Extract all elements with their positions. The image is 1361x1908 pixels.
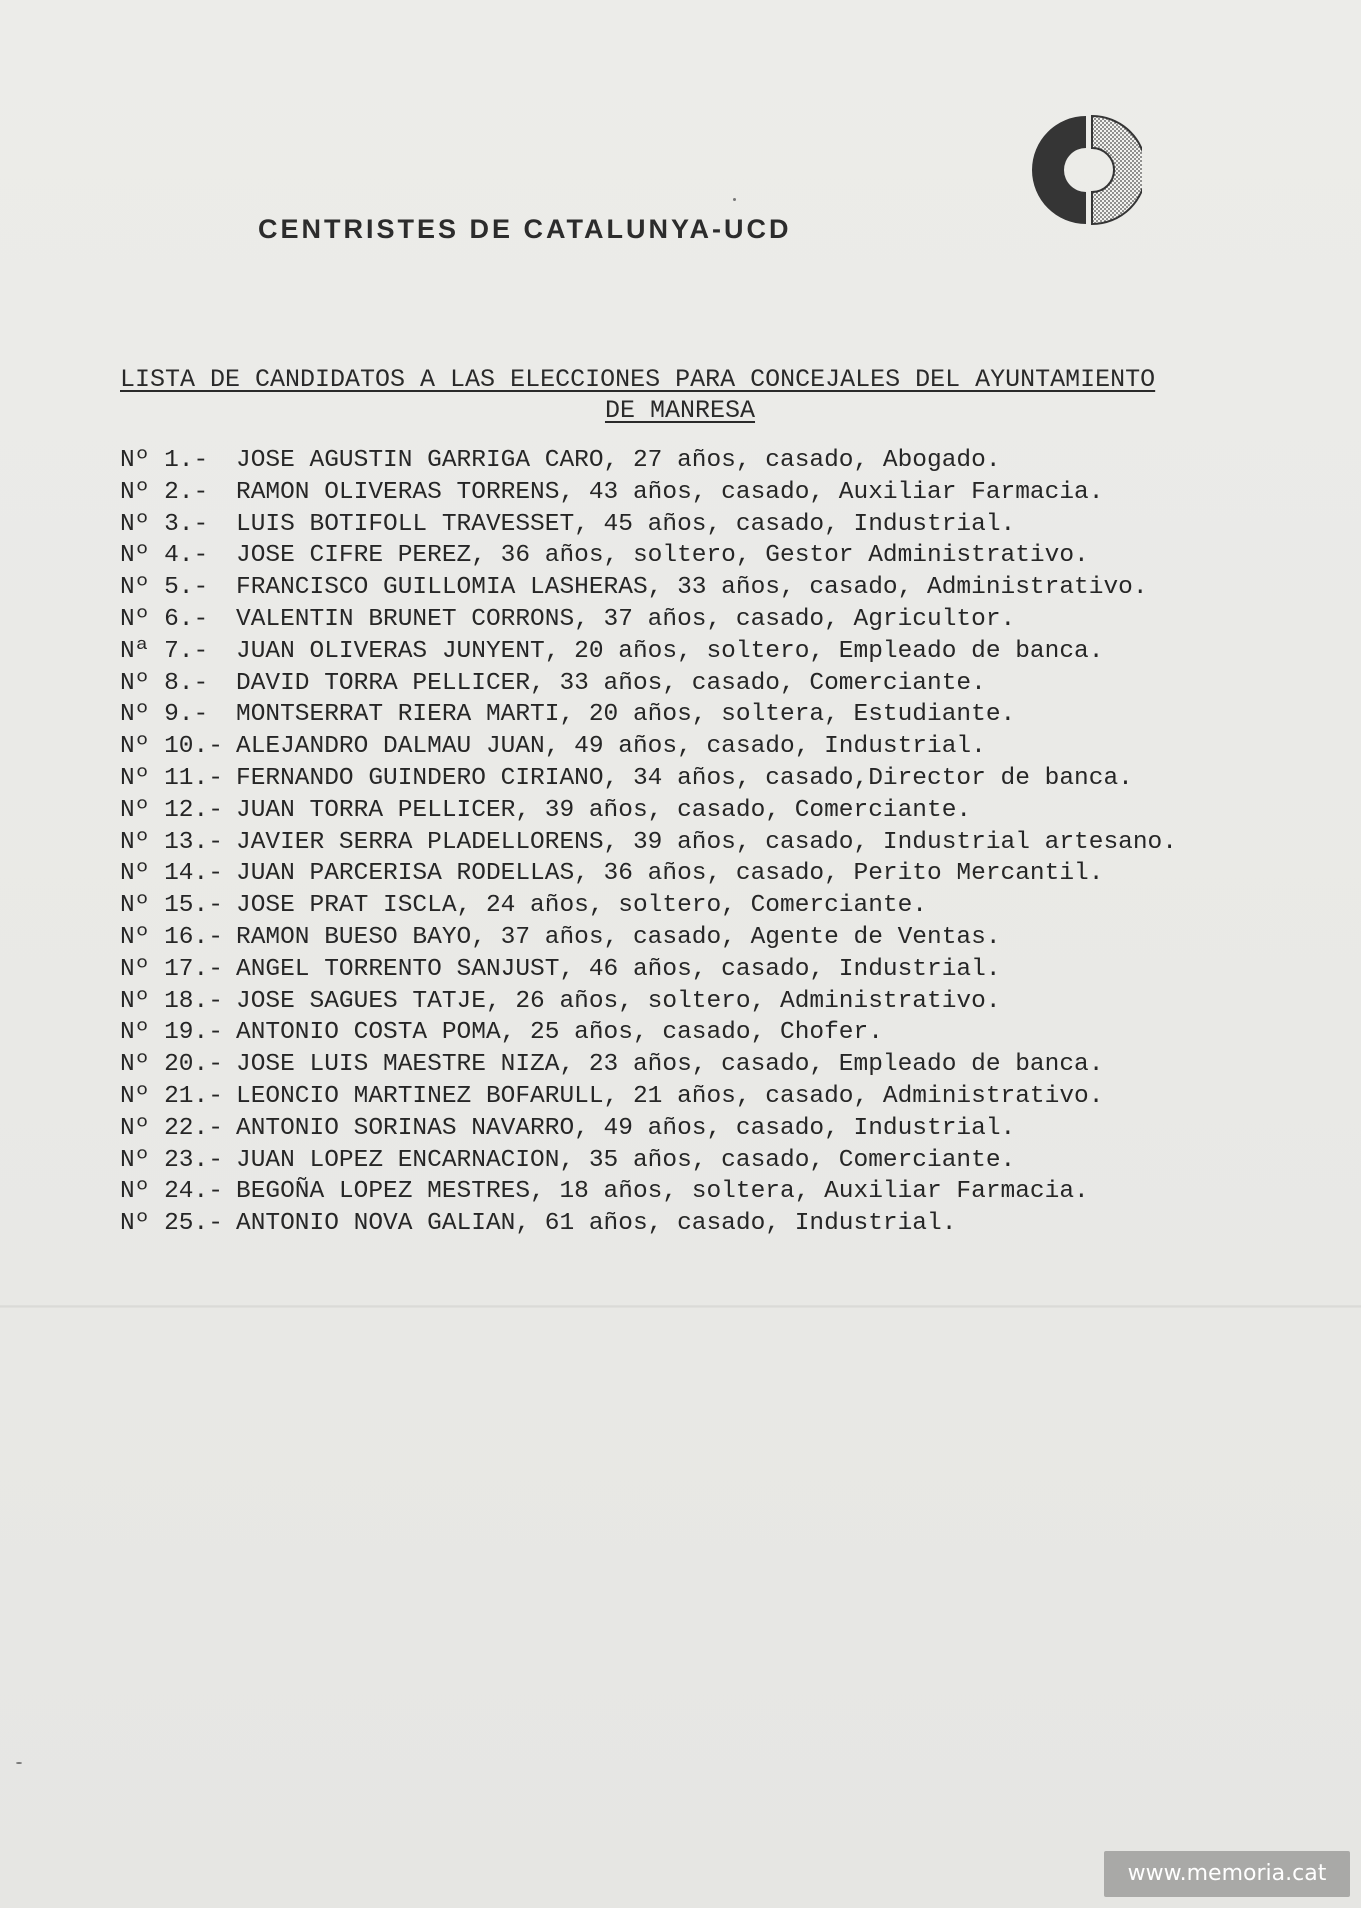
candidate-number: Nº 1.- (120, 447, 209, 474)
candidate-number: Nº 4.- (120, 542, 209, 570)
list-item (120, 890, 1177, 922)
list-item (120, 1081, 1177, 1113)
ink-speck (16, 1762, 22, 1764)
organization-title: CENTRISTES DE CATALUNYA-UCD (258, 214, 792, 244)
list-heading (120, 364, 1270, 426)
candidate-number: Nº 8.- (120, 669, 209, 697)
candidate-details: RAMON BUESO BAYO, 37 años, casado, Agente de Ventas. (236, 923, 1001, 951)
candidate-details: JOSE CIFRE PEREZ, 36 años, soltero, Gestor Administrativo. (236, 542, 1089, 570)
candidate-number: Nº 25.- (120, 1210, 223, 1238)
candidate-details: MONTSERRAT RIERA MARTI, 20 años, soltera, Estudiante. (236, 701, 1016, 729)
ucd-logo-icon (1030, 114, 1142, 226)
heading-line-2: DE MANRESA (604, 396, 756, 425)
ink-speck (733, 198, 736, 201)
candidate-details: LEONCIO MARTINEZ BOFARULL, 21 años, casado, Administrativo. (236, 1082, 1104, 1110)
list-item (120, 827, 1177, 859)
paper-fold-line (0, 1305, 1361, 1308)
candidate-number: Nº 15.- (120, 892, 223, 920)
candidate-details: JUAN PARCERISA RODELLAS, 36 años, casado, Perito Mercantil. (236, 860, 1104, 888)
candidate-number: Nº 10.- (120, 733, 223, 761)
candidate-number: Nº 2.- (120, 478, 209, 506)
candidate-details: ANTONIO SORINAS NAVARRO, 49 años, casado, Industrial. (236, 1114, 1016, 1142)
list-item (120, 922, 1177, 954)
candidate-details: ANTONIO COSTA POMA, 25 años, casado, Chofer. (236, 1019, 883, 1047)
candidate-details: RAMON OLIVERAS TORRENS, 43 años, casado, Auxiliar Farmacia. (236, 478, 1104, 506)
list-item (120, 795, 1177, 827)
list-item (120, 1208, 1177, 1240)
candidate-number: Nº 22.- (120, 1114, 223, 1142)
candidate-number: Nª 7.- (120, 637, 209, 665)
list-item (120, 509, 1177, 541)
list-item (120, 763, 1177, 795)
list-item (120, 572, 1177, 604)
list-item (120, 477, 1177, 509)
candidate-number: Nº 6.- (120, 605, 209, 633)
candidate-details: VALENTIN BRUNET CORRONS, 37 años, casado, Agricultor. (236, 605, 1016, 633)
list-item (120, 1145, 1177, 1177)
candidate-details: BEGOÑA LOPEZ MESTRES, 18 años, soltera, Auxiliar Farmacia. (236, 1178, 1089, 1206)
candidate-number: Nº 16.- (120, 923, 223, 951)
candidate-details: FRANCISCO GUILLOMIA LASHERAS, 33 años, casado, Administrativo. (236, 574, 1148, 602)
candidate-details: JOSE PRAT ISCLA, 24 años, soltero, Comerciante. (236, 892, 928, 920)
list-item (120, 1113, 1177, 1145)
candidate-number: Nº 9.- (120, 701, 209, 729)
candidate-number: Nº 13.- (120, 828, 223, 856)
candidate-details: JOSE LUIS MAESTRE NIZA, 23 años, casado, Empleado de banca. (236, 1051, 1104, 1079)
watermark-badge: www.memoria.cat (1104, 1851, 1350, 1897)
candidate-number: Nº 18.- (120, 987, 223, 1015)
list-item (120, 954, 1177, 986)
candidate-number: Nº 12.- (120, 796, 223, 824)
candidate-number: Nº 5.- (120, 574, 209, 602)
list-item (120, 445, 1177, 477)
candidate-number: Nº 24.- (120, 1178, 223, 1206)
candidate-number: Nº 23.- (120, 1146, 223, 1174)
candidate-details: ALEJANDRO DALMAU JUAN, 49 años, casado, Industrial. (236, 733, 986, 761)
list-item (120, 1017, 1177, 1049)
heading-line-1: LISTA DE CANDIDATOS A LAS ELECCIONES PARA CONCEJALES DEL AYUNTAMIENTO (120, 365, 1156, 394)
candidate-number: Nº 11.- (120, 764, 223, 792)
candidate-details: JAVIER SERRA PLADELLORENS, 39 años, casado, Industrial artesano. (236, 828, 1177, 856)
candidate-number: Nº 14.- (120, 860, 223, 888)
list-item (120, 604, 1177, 636)
list-item (120, 1049, 1177, 1081)
candidate-details: JUAN OLIVERAS JUNYENT, 20 años, soltero, Empleado de banca. (236, 637, 1104, 665)
list-item (120, 636, 1177, 668)
candidate-number: Nº 17.- (120, 955, 223, 983)
list-item (120, 668, 1177, 700)
list-item (120, 540, 1177, 572)
candidate-details: DAVID TORRA PELLICER, 33 años, casado, Comerciante. (236, 669, 986, 697)
candidate-details: JUAN TORRA PELLICER, 39 años, casado, Comerciante. (236, 796, 972, 824)
candidate-number: Nº 20.- (120, 1051, 223, 1079)
candidate-list (120, 445, 1177, 1240)
list-item (120, 858, 1177, 890)
candidate-number: Nº 21.- (120, 1082, 223, 1110)
candidate-number: Nº 3.- (120, 510, 209, 538)
list-item (120, 1176, 1177, 1208)
candidate-details: FERNANDO GUINDERO CIRIANO, 34 años, casado,Director de banca. (236, 764, 1133, 792)
candidate-details: LUIS BOTIFOLL TRAVESSET, 45 años, casado, Industrial. (236, 510, 1016, 538)
candidate-details: JOSE SAGUES TATJE, 26 años, soltero, Administrativo. (236, 987, 1001, 1015)
list-item (120, 699, 1177, 731)
candidate-details: ANTONIO NOVA GALIAN, 61 años, casado, Industrial. (236, 1210, 957, 1238)
candidate-details: ANGEL TORRENTO SANJUST, 46 años, casado, Industrial. (236, 955, 1001, 983)
candidate-number: Nº 19.- (120, 1019, 223, 1047)
candidate-details: JOSE AGUSTIN GARRIGA CARO, 27 años, casado, Abogado. (236, 447, 1001, 474)
list-item (120, 731, 1177, 763)
candidate-details: JUAN LOPEZ ENCARNACION, 35 años, casado, Comerciante. (236, 1146, 1016, 1174)
list-item (120, 986, 1177, 1018)
